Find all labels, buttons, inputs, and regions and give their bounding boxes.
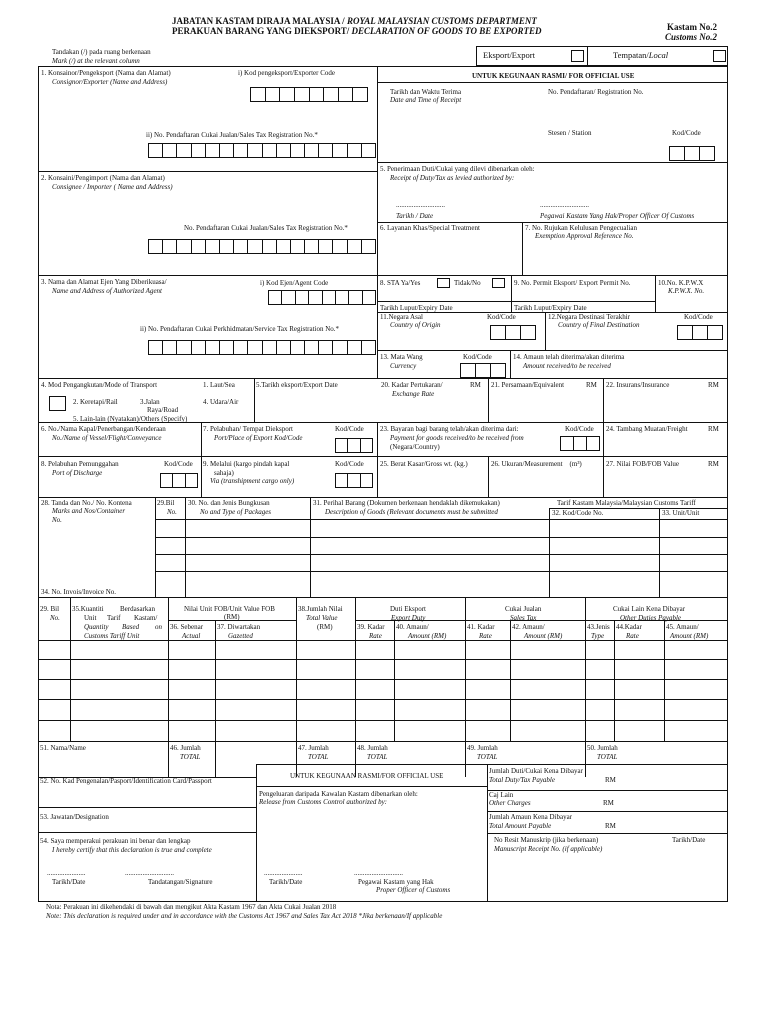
destination-code-label: Kod/Code <box>684 313 713 321</box>
field28-label-en-2: No. <box>52 516 62 524</box>
field54-label: 54. Saya memperakui perakuan ini benar dan lengkap <box>40 837 191 845</box>
field5-officer-label: Pegawai Kastam Yang Hak/Proper Officer Of Customs <box>540 212 695 220</box>
col40-label-en: Amount (RM) <box>408 632 447 640</box>
field13-label: 13. Mata Wang <box>380 353 423 361</box>
exporter-sales-tax-cells[interactable] <box>148 143 376 158</box>
field14-label: 14. Amaun telah diterima/akan diterima <box>513 353 625 361</box>
col38-label-en: Total Value <box>306 614 338 622</box>
consignee-sales-tax-label: No. Pendaftaran Cukai Jualan/Sales Tax Registration No.* <box>184 224 348 232</box>
field31-label: 31. Perihal Barang (Dokumen berkenaan hendaklah dikemukakan) <box>313 499 500 507</box>
currency-code-cells[interactable] <box>460 363 506 378</box>
field27-rm: RM <box>708 460 719 468</box>
sales-tax-label: Cukai Jualan <box>505 605 542 613</box>
export-port-code-cells[interactable] <box>335 438 373 453</box>
col43-label-en: Type <box>591 632 605 640</box>
origin-code-cells[interactable] <box>490 325 536 340</box>
transport-rail-label: 2. Keretapi/Rail <box>73 398 118 406</box>
receipt-date-label: Tarikh dan Waktu Terima <box>390 88 462 96</box>
note-ms: Nota: Perakuan ini dikehendaki di bawah dan mengikut Akta Kastam 1967 dan Akta Cukai Jualan 2018 <box>46 903 337 911</box>
title-line2-ms: PERAKUAN BARANG YANG DIEKSPORT/ <box>172 26 352 36</box>
agent-code-label: i) Kod Ejen/Agent Code <box>260 279 329 287</box>
field1-label: 1. Konsainor/Pengeksport (Nama dan Alamat) <box>41 69 171 77</box>
field7-label-en: Exemption Approval Reference No. <box>535 232 634 240</box>
discharge-code-label: Kod/Code <box>164 460 193 468</box>
field9b-label-2: sahaja) <box>214 469 234 477</box>
duty-payable-label: Jumlah Duti/Cukai Kena Dibayar <box>489 767 583 775</box>
total-amount-label-en: Total Amount Payable <box>489 822 552 830</box>
col29-label: 29. Bil <box>40 605 60 613</box>
field51-label: 51. Nama/Name <box>40 744 86 752</box>
col36-label-en: Actual <box>182 632 201 640</box>
field21-rm: RM <box>586 381 597 389</box>
station-label: Stesen / Station <box>548 129 592 137</box>
field7-label: 7. No. Rujukan Kelulusan Pengecualian <box>525 224 637 232</box>
field30-label-en: No and Type of Packages <box>200 508 272 516</box>
receipt-no-label: No Resit Manuskrip (jika berkenaan) <box>494 836 599 844</box>
station-code-label: Kod/Code <box>672 129 701 137</box>
date-dots: ............................ <box>396 201 445 209</box>
field11-label: 11.Negara Asal <box>380 313 423 321</box>
col37-label: 37. Diwartakan <box>217 623 261 631</box>
sta-expiry-label: Tarikh Luput/Expiry Date <box>380 304 453 312</box>
field12-label: 12.Negara Destinasi Terakhir <box>548 313 630 321</box>
col41-label: 41. Kadar <box>467 623 495 631</box>
mark-instruction-en: Mark (/) at the relevant column <box>52 57 140 65</box>
col35-label-en-4: Customs Tariff Unit <box>84 632 140 640</box>
field24-label: 24. Tambang Muatan/Freight <box>606 425 688 433</box>
declarant-date-label: Tarikh/Date <box>52 878 86 886</box>
field32-label: 32. Kod/Code No. <box>552 509 604 517</box>
field5-date-label: Tarikh / Date <box>396 212 434 220</box>
field13-label-en: Currency <box>390 362 417 370</box>
col45-label-en: Amount (RM) <box>670 632 709 640</box>
field24-rm: RM <box>708 425 719 433</box>
field10-label-en: K.P.W.X. No. <box>668 287 705 295</box>
tariff-label: Tarif Kastam Malaysia/Malaysian Customs Tariff <box>557 499 696 507</box>
agent-service-tax-cells[interactable] <box>148 340 376 355</box>
transport-sea-label: 1. Laut/Sea <box>203 381 235 389</box>
export-label: Eksport/Export <box>483 50 535 60</box>
col37-label-en: Gazetted <box>228 632 253 640</box>
fob-unit-rm: (RM) <box>224 613 240 621</box>
col35-label-en: Quantity <box>84 623 109 631</box>
field53-label: 53. Jawatan/Designation <box>40 813 109 821</box>
field34-label: 34. No. Invois/Invoice No. <box>41 588 117 596</box>
transport-road-label-2: Raya/Road <box>147 406 179 414</box>
total-amount-label: Jumlah Amaun Kena Dibayar <box>489 813 573 821</box>
origin-code-label: Kod/Code <box>487 313 516 321</box>
duty-payable-label-en: Total Duty/Tax Payable <box>489 776 555 784</box>
col29-label-en: No. <box>50 614 60 622</box>
col43-label: 43.Jenis <box>587 623 610 631</box>
col39-label-en: Rate <box>369 632 382 640</box>
field14-label-en: Amount received/to be received <box>523 362 611 370</box>
local-label <box>613 51 668 61</box>
other-duties-label-en: Other Duties Payable <box>620 614 682 622</box>
other-duties-label: Cukai Lain Kena Dibayar <box>613 605 686 613</box>
exporter-sales-tax-label: ii) No. Pendaftaran Cukai Jualan/Sales Tax Registration No.* <box>146 131 318 139</box>
currency-code-label: Kod/Code <box>463 353 492 361</box>
sta-no-checkbox[interactable] <box>492 278 505 288</box>
field22-label: 22. Insurans/Insurance <box>606 381 670 389</box>
declarant-signature-label: Tandatangan/Signature <box>148 878 213 886</box>
official-use-title: UNTUK KEGUNAAN RASMI/ FOR OFFICIAL USE <box>472 72 635 80</box>
field46-label-en: TOTAL <box>180 753 201 761</box>
field4-label: 4. Mod Pengangkutan/Mode of Transport <box>41 381 158 389</box>
field7b-label-en: Port/Place of Export Kod/Code <box>214 434 303 442</box>
total-amount-rm: RM <box>605 822 616 830</box>
declarant-date-dots: ...................... <box>47 869 86 877</box>
field54-label-en: I hereby certify that this declaration is true and complete <box>52 846 212 854</box>
field9b-label-en: Via (transhipment cargo only) <box>210 477 295 485</box>
duty-payable-rm: RM <box>605 776 616 784</box>
agent-service-tax-label: ii) No. Pendaftaran Cukai Perkhidmatan/Service Tax Registration No.* <box>140 325 340 333</box>
field21-label: 21. Persamaan/Equivalent <box>491 381 565 389</box>
local-label-ms: Tempatan/ <box>613 50 649 60</box>
field6b-label: 6. No./Nama Kapal/Penerbangan/Kenderaan <box>41 425 166 433</box>
col35-label-2: Berdasarkan <box>120 605 155 613</box>
field26-unit: (m³) <box>569 460 582 468</box>
official-use-title-2: UNTUK KEGUNAAN RASMI/FOR OFFICIAL USE <box>290 772 444 780</box>
field48-label-en: TOTAL <box>367 753 388 761</box>
field50-label: 50. Jumlah <box>587 744 618 752</box>
receipt-no-label-en: Manuscript Receipt No. (if applicable) <box>494 845 603 853</box>
field8b-label-en: Port of Discharge <box>52 469 103 477</box>
field47-label-en: TOTAL <box>308 753 329 761</box>
field5-label-en: Receipt of Duty/Tax as levied authorized by: <box>390 174 515 182</box>
payment-country-code-cells[interactable] <box>560 436 600 451</box>
col45-label: 45. Amaun/ <box>666 623 699 631</box>
via-code-label: Kod/Code <box>335 460 364 468</box>
declarant-signature-dots: ............................ <box>125 869 174 877</box>
officer-dots: ............................ <box>540 201 589 209</box>
field20-label-en: Exchange Rate <box>392 390 435 398</box>
field10-label: 10.No. K.P.W.X <box>658 279 704 287</box>
col40-label: 40. Amaun/ <box>396 623 429 631</box>
consignee-sales-tax-cells[interactable] <box>148 239 376 254</box>
field6-label: 6. Layanan Khas/Special Treatment <box>380 224 480 232</box>
official-officer-label: Pegawai Kastam yang Hak <box>358 878 434 886</box>
field9b-label: 9. Melalui (kargo pindah kapal <box>203 460 290 468</box>
sta-yes-checkbox[interactable] <box>437 278 450 288</box>
official-date-label: Tarikh/Date <box>269 878 303 886</box>
permit-expiry-label: Tarikh Luput/Expiry Date <box>514 304 587 312</box>
exporter-code-cells[interactable] <box>250 87 368 102</box>
local-label-en: Local <box>648 50 669 60</box>
field26-label <box>491 460 582 468</box>
field30-label: 30. No. dan Jenis Bungkusan <box>188 499 270 507</box>
official-date-dots: ...................... <box>264 869 303 877</box>
field27-label: 27. Nilai FOB/FOB Value <box>606 460 679 468</box>
field49-label-en: TOTAL <box>477 753 498 761</box>
field31-label-en: Description of Goods (Relevant documents must be submitted <box>325 508 498 516</box>
sta-no-label: Tidak/No <box>454 279 481 287</box>
export-date-label: 5.Tarikh eksport/Export Date <box>256 381 338 389</box>
col38-rm: (RM) <box>317 623 333 631</box>
field3-label-en: Name and Address of Authorized Agent <box>52 287 162 295</box>
local-checkbox[interactable] <box>713 50 726 62</box>
field23-label: 23. Bayaran bagi barang telah/akan diterima dari: <box>380 425 519 433</box>
field52-label: 52. No. Kad Pengenalan/Pasport/Identification Card/Passport <box>40 777 212 785</box>
col35-label-3: Unit <box>84 614 97 622</box>
form-number-en: Customs No.2 <box>665 32 718 42</box>
field50-label-en: TOTAL <box>597 753 618 761</box>
transport-mode-box[interactable] <box>49 396 66 411</box>
field5-label: 5. Penerimaan Duti/Cukai yang dilevi dibenarkan oleh: <box>380 165 535 173</box>
agent-code-cells[interactable] <box>268 290 376 305</box>
field28-label: 28. Tanda dan No./ No. Kontena <box>41 499 132 507</box>
release-label: Pengeluaran daripada Kawalan Kastam dibenarkan oleh: <box>259 790 418 798</box>
field33-label: 33. Unit/Unit <box>662 509 700 517</box>
registration-no-label: No. Pendaftaran/ Registration No. <box>548 88 644 96</box>
field48-label: 48. Jumlah <box>357 744 388 752</box>
export-duty-label-en: Export Duty <box>391 614 426 622</box>
field29-label: 29.Bil <box>157 499 175 507</box>
field8b-label: 8. Pelabuhan Pemunggahan <box>41 460 119 468</box>
col42-label-en: Amount (RM) <box>524 632 563 640</box>
col35-label-5: Kastam/ <box>134 614 158 622</box>
field11-label-en: Country of Origin <box>390 321 441 329</box>
exporter-code-label: i) Kod pengeksport/Exporter Code <box>238 69 336 77</box>
field28-label-en: Marks and Nos/Container <box>52 507 126 515</box>
field23-country: (Negara/Country) <box>390 443 440 451</box>
field46-label: 46. Jumlah <box>170 744 201 752</box>
field9-label: 9. No. Permit Eksport/ Export Permit No. <box>514 279 631 287</box>
col38-label: 38.Jumlah Nilai <box>298 605 343 613</box>
field12-label-en: Country of Final Destination <box>558 321 640 329</box>
col39-label: 39. Kadar <box>357 623 385 631</box>
export-duty-label: Duti Eksport <box>390 605 426 613</box>
transport-road-label: 3.Jalan <box>140 398 160 406</box>
note-en: Note: This declaration is required under and in accordance with the Customs Act 1967 and Sales Tax Act 2018 *Jika berkenaan/If applicable <box>46 912 443 920</box>
discharge-code-cells[interactable] <box>160 473 198 488</box>
export-port-code-label: Kod/Code <box>335 425 364 433</box>
receipt-date-label-2: Tarikh/Date <box>672 836 706 844</box>
export-checkbox[interactable] <box>571 50 584 62</box>
title-line1-ms: JABATAN KASTAM DIRAJA MALAYSIA / <box>172 16 347 26</box>
field20-label: 20. Kadar Pertukaran/ <box>381 381 443 389</box>
col35-label-en-2: Based <box>122 623 140 631</box>
form-number: Kastam No.2 <box>667 22 717 32</box>
receipt-date-label-en: Date and Time of Receipt <box>390 96 462 104</box>
field49-label: 49. Jumlah <box>467 744 498 752</box>
payment-country-code-label: Kod/Code <box>565 425 594 433</box>
field25-label: 25. Berat Kasar/Gross wt. (kg.) <box>380 460 468 468</box>
field2-label-en: Consignee / Importer ( Name and Address) <box>52 183 173 191</box>
field22-rm: RM <box>708 381 719 389</box>
title-line1 <box>172 16 537 26</box>
col36-label: 36. Sebenar <box>170 623 204 631</box>
field3-label: 3. Nama dan Alamat Ejen Yang Diberikuasa/ <box>41 278 167 286</box>
col44-label: 44.Kadar <box>616 623 642 631</box>
field8-label: 8. STA Ya/Yes <box>380 279 421 287</box>
col41-label-en: Rate <box>479 632 492 640</box>
release-label-en: Release from Customs Control authorized by: <box>259 798 388 806</box>
col35-label: 35.Kuantiti <box>72 605 104 613</box>
field7b-label: 7. Pelabuhan/ Tempat Dieksport <box>203 425 293 433</box>
field6b-label-en: No./Name of Vessel/Flight/Conveyance <box>52 434 162 442</box>
official-officer-label-en: Proper Officer of Customs <box>376 886 451 894</box>
mark-instruction: Tandakan (/) pada ruang berkenaan <box>52 48 151 56</box>
col35-label-4: Tarif <box>107 614 121 622</box>
field2-label: 2. Konsaini/Pengimport (Nama dan Alamat) <box>41 174 165 182</box>
title-line2-en: DECLARATION OF GOODS TO BE EXPORTED <box>351 26 542 36</box>
destination-code-cells[interactable] <box>677 325 723 340</box>
title-line2 <box>172 26 542 36</box>
title-line1-en: ROYAL MALAYSIAN CUSTOMS DEPARTMENT <box>346 16 537 26</box>
sales-tax-label-en: Sales Tax <box>510 614 537 622</box>
field1-label-en: Consignor/Exporter (Name and Address) <box>52 78 168 86</box>
col35-label-en-3: on <box>155 623 162 631</box>
official-officer-dots: ............................ <box>354 869 403 877</box>
field29-label-en: No. <box>167 508 177 516</box>
field23-label-en: Payment for goods received/to be received from <box>390 434 524 442</box>
field20-rm: RM <box>470 381 481 389</box>
transport-other-label: 5. Lain-lain (Nyatakan)/Others (Specify) <box>73 415 188 423</box>
transport-air-label: 4. Udara/Air <box>203 398 239 406</box>
other-charges-rm: RM <box>603 799 614 807</box>
col44-label-en: Rate <box>626 632 639 640</box>
station-code-cells[interactable] <box>669 146 715 161</box>
other-charges-label: Caj Lain <box>489 791 514 799</box>
via-code-cells[interactable] <box>335 473 373 488</box>
field47-label: 47. Jumlah <box>298 744 329 752</box>
other-charges-label-en: Other Charges <box>489 799 531 807</box>
col42-label: 42. Amaun/ <box>512 623 545 631</box>
field26-label-text: 26. Ukuran/Measurement <box>491 460 563 468</box>
fob-unit-label: Nilai Unit FOB/Unit Value FOB <box>184 605 275 613</box>
